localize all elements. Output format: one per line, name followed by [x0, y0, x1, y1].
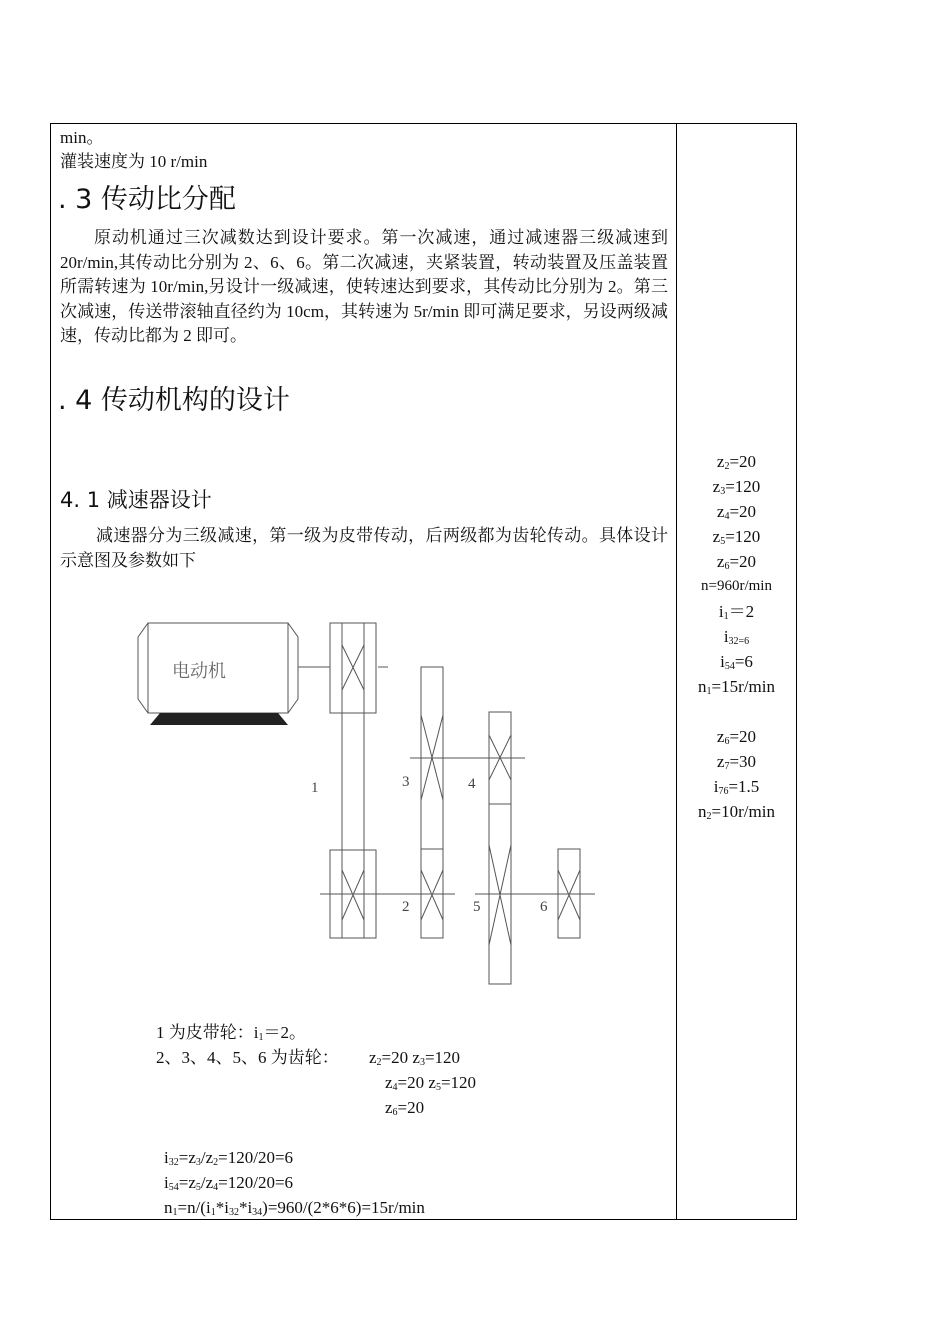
formula-i32: $i_{32}=z_3/z_2=120/20=6$ — [164, 1148, 294, 1168]
note-gear-values-2: $z_4=20$ $z_5=120$ — [385, 1073, 477, 1093]
note-gear-values-3: $z_6=20$ — [385, 1098, 425, 1118]
subsection-paragraph-reducer: 减速器分为三级减速，第一级为皮带传动，后两级都为齿轮传动。具体设计示意图及参数如下 — [60, 526, 668, 570]
sidebar-i76: $i_{76}=1.5$ — [713, 777, 760, 797]
sidebar-z6b: $z_6=20$ — [716, 727, 757, 747]
sidebar-z2: $z_2=20$ — [716, 452, 757, 472]
label-2: 2 — [402, 899, 410, 915]
section-paragraph-ratio: 原动机通过三次减数达到设计要求。第一次减速，通过减速器三级减速到 20r/min,其传动比分别为 2、6、6。第二次减速，夹紧装置，转动装置及压盖装置所需转速为 10r/min,另设计一级减速，使转速达到要求，其传动比分别为 2。第三次减速，传送带滚轴直径约为 10cm，其转速为 5r/min 即可满足要求，另设两级减速，传动比都为 2 即可。 — [60, 228, 668, 345]
label-5: 5 — [473, 899, 481, 915]
label-1: 1 — [311, 780, 319, 796]
sidebar-z6: $z_6=20$ — [716, 552, 757, 572]
motor-label: 电动机 — [172, 661, 226, 682]
text-line-fill-speed: 灌装速度为 10 r/min — [60, 152, 208, 171]
sidebar-i32: $i_{32=6}$ — [723, 627, 750, 647]
section-heading-ratio: . 3 传动比分配 — [58, 184, 236, 215]
sidebar-z7: $z_7=30$ — [716, 752, 757, 772]
sidebar-i54: $i_{54}=6$ — [720, 652, 753, 672]
label-6: 6 — [540, 899, 548, 915]
section-heading-mechanism: . 4 传动机构的设计 — [58, 385, 290, 416]
sidebar-spacer — [677, 699, 796, 724]
formula-n1: $n_1=n/(i_1*i_{32}*i_{34})=960/(2*6*6)=15r/\min$ — [164, 1198, 425, 1218]
note-belt: 1 为皮带轮：$i_1=2$。 — [156, 1023, 306, 1043]
sidebar-z4: $z_4=20$ — [716, 502, 757, 522]
subsection-heading-reducer: 4. 1 减速器设计 — [60, 488, 212, 512]
sidebar-i1: $i_1=2$ — [718, 602, 755, 622]
text-line-min: min。 — [60, 128, 104, 147]
sidebar-z3: $z_3=120$ — [712, 477, 761, 497]
motor-base — [150, 713, 288, 725]
sidebar-params — [677, 449, 796, 824]
sidebar-n2: $n_2=10r/\min$ — [698, 802, 775, 822]
label-4: 4 — [468, 776, 476, 792]
label-3: 3 — [402, 774, 410, 790]
formula-i54: $i_{54}=z_5/z_4=120/20=6$ — [164, 1173, 294, 1193]
sidebar-n1: $n_1=15r/\min$ — [698, 677, 775, 697]
sidebar-speed: n=960r/min — [701, 578, 772, 594]
note-gear-values-1: $z_2=20$ $z_3=120$ — [369, 1048, 461, 1068]
sidebar-z5: $z_5=120$ — [712, 527, 761, 547]
note-gears-label: 2、3、4、5、6 为齿轮： — [156, 1048, 339, 1067]
reducer-diagram — [130, 615, 610, 995]
